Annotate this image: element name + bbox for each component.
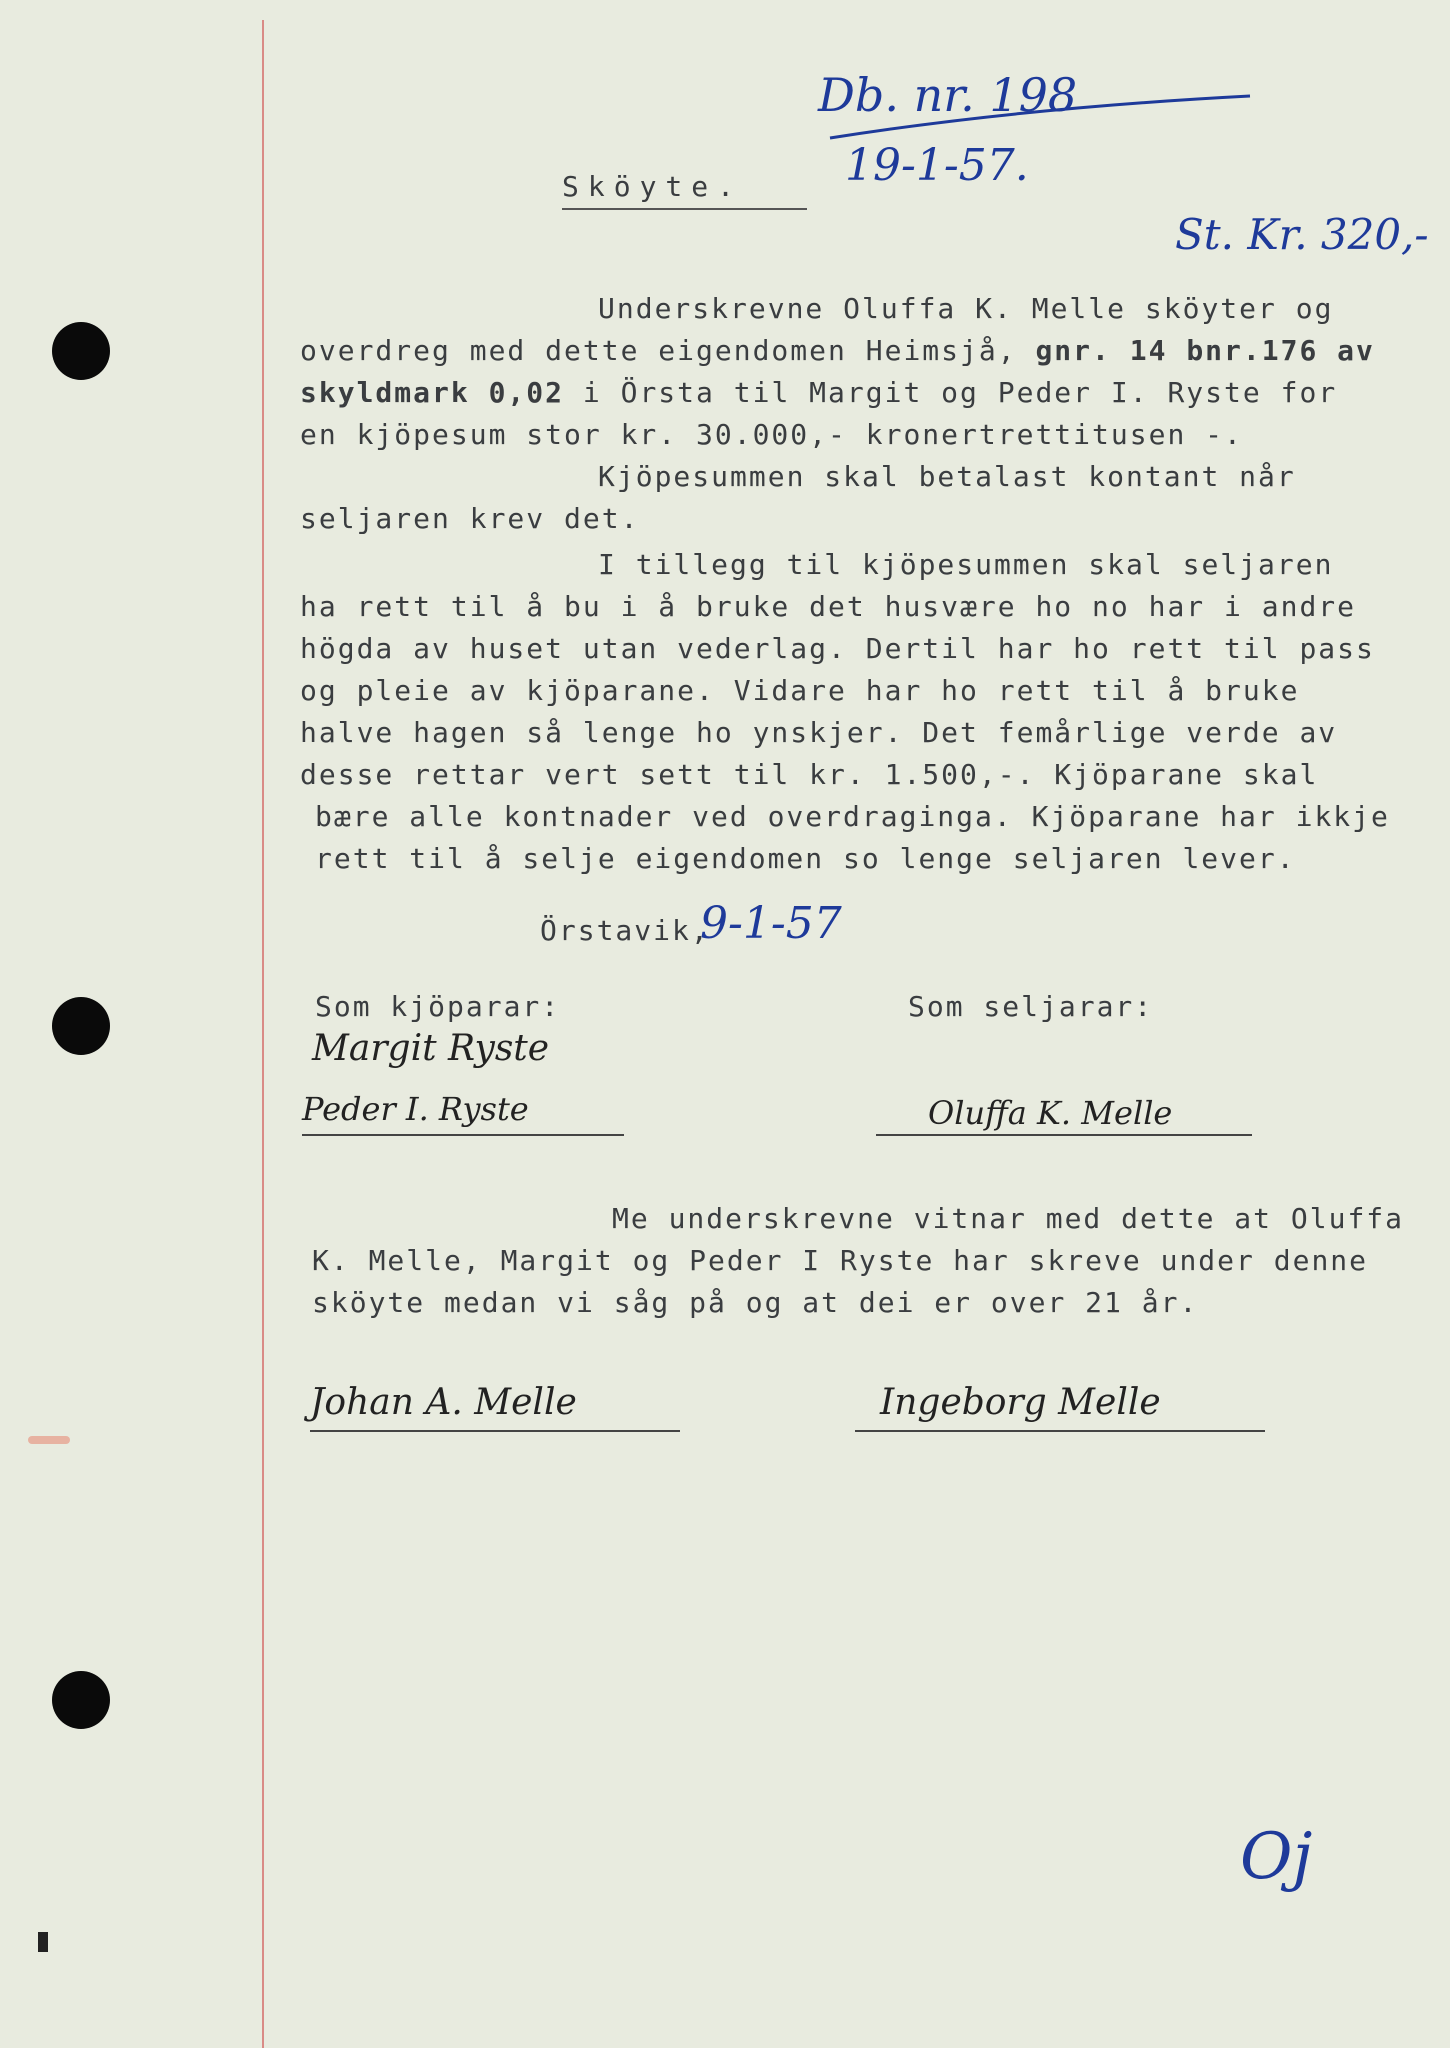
place-date: 9-1-57 (700, 898, 842, 949)
body-line: halve hagen så lenge ho ynskjer. Det femårlige verde av (300, 716, 1338, 749)
seller-signature: Oluffa K. Melle (928, 1094, 1173, 1132)
doc-number-annotation: Db. nr. 198 (818, 68, 1078, 122)
body-line: skyldmark 0,02 i Örsta til Margit og Peder I. Ryste for (300, 376, 1338, 409)
seller-signature-line (876, 1134, 1252, 1136)
body-line: Underskrevne Oluffa K. Melle sköyter og (598, 292, 1334, 325)
witness-line: Me underskrevne vitnar med dette at Oluffa (612, 1202, 1405, 1235)
corner-mark (38, 1932, 48, 1952)
body-line: bære alle kontnader ved overdraginga. Kjöparane har ikkje (315, 800, 1390, 833)
witness-signature-line-1 (310, 1430, 680, 1432)
sellers-label: Som seljarar: (908, 990, 1154, 1023)
witness-signature-1: Johan A. Melle (310, 1382, 577, 1423)
witness-signature-line-2 (855, 1430, 1265, 1432)
doc-number-underline (820, 88, 1260, 148)
doc-date-annotation: 19-1-57. (845, 140, 1029, 191)
buyer-signature-1: Margit Ryste (312, 1028, 550, 1069)
buyer-signature-2: Peder I. Ryste (302, 1090, 529, 1128)
fee-annotation: St. Kr. 320,- (1175, 210, 1429, 259)
punch-hole-middle (52, 997, 110, 1055)
body-line: desse rettar vert sett til kr. 1.500,-. Kjöparane skal (300, 758, 1319, 791)
initial-mark: Oj (1240, 1820, 1313, 1894)
body-line: overdreg med dette eigendomen Heimsjå, gnr. 14 bnr.176 av (300, 334, 1375, 367)
witness-line: sköyte medan vi såg på og at dei er over 21 år. (312, 1286, 1199, 1319)
body-line: I tillegg til kjöpesummen skal seljaren (598, 548, 1334, 581)
buyer-signature-line (302, 1134, 624, 1136)
punch-hole-bottom (52, 1671, 110, 1729)
body-line: ha rett til å bu i å bruke det husvære ho no har i andre (300, 590, 1357, 623)
punch-hole-top (52, 322, 110, 380)
witness-signature-2: Ingeborg Melle (880, 1382, 1161, 1423)
body-line: högda av huset utan vederlag. Dertil har ho rett til pass (300, 632, 1375, 665)
place: Örstavik, (540, 914, 710, 947)
body-line: rett til å selje eigendomen so lenge seljaren lever. (315, 842, 1296, 875)
margin-rule (262, 20, 264, 2048)
body-line: Kjöpesummen skal betalast kontant når (598, 460, 1296, 493)
witness-line: K. Melle, Margit og Peder I Ryste har skreve under denne (312, 1244, 1369, 1277)
document-title: Sköyte. (562, 170, 744, 203)
body-line: og pleie av kjöparane. Vidare har ho rett til å bruke (300, 674, 1300, 707)
body-line: seljaren krev det. (300, 502, 640, 535)
buyers-label: Som kjöparar: (315, 990, 561, 1023)
ink-smudge (28, 1436, 70, 1444)
title-underline (562, 208, 807, 210)
body-line: en kjöpesum stor kr. 30.000,- kronertrettitusen -. (300, 418, 1243, 451)
